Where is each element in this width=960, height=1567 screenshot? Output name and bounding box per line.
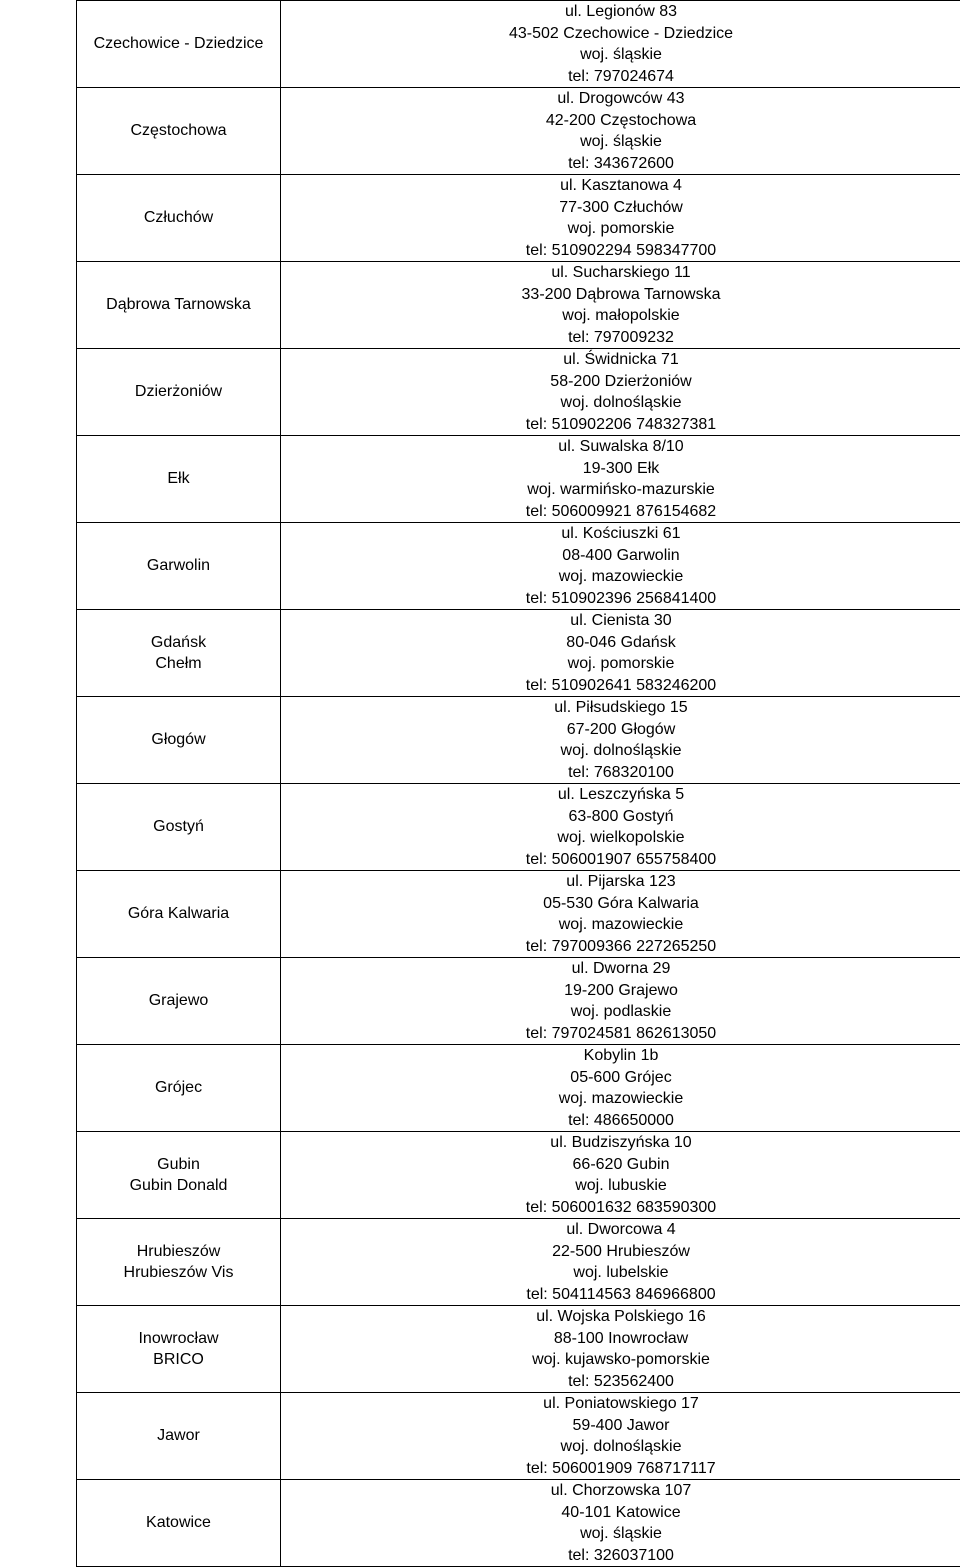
city-name: Gostyń: [77, 816, 280, 838]
voivodeship-line: woj. mazowieckie: [281, 914, 960, 936]
city-name: Katowice: [77, 1512, 280, 1534]
city-name: Ełk: [77, 468, 280, 490]
address-cell: [281, 88, 960, 175]
city-name: Grójec: [77, 1077, 280, 1099]
postal-city-line: 40-101 Katowice: [281, 1502, 960, 1524]
city-cell: [77, 436, 281, 523]
postal-city-line: 05-600 Grójec: [281, 1067, 960, 1089]
address-cell: [281, 958, 960, 1045]
phone-line: tel: 510902294 598347700: [281, 240, 960, 262]
phone-line: tel: 523562400: [281, 1371, 960, 1393]
phone-line: tel: 510902641 583246200: [281, 675, 960, 697]
postal-city-line: 33-200 Dąbrowa Tarnowska: [281, 284, 960, 306]
street-line: ul. Kościuszki 61: [281, 523, 960, 545]
city-name: Głogów: [77, 729, 280, 751]
phone-line: tel: 326037100: [281, 1545, 960, 1567]
postal-city-line: 77-300 Człuchów: [281, 197, 960, 219]
city-name: Góra Kalwaria: [77, 903, 280, 925]
table-row: [77, 958, 960, 1045]
phone-line: tel: 506001632 683590300: [281, 1197, 960, 1219]
city-cell: [77, 1045, 281, 1132]
table-row: [77, 436, 960, 523]
city-cell: [77, 1, 281, 88]
postal-city-line: 59-400 Jawor: [281, 1415, 960, 1437]
table-row: [77, 1480, 960, 1567]
voivodeship-line: woj. dolnośląskie: [281, 740, 960, 762]
voivodeship-line: woj. pomorskie: [281, 653, 960, 675]
city-cell: [77, 697, 281, 784]
voivodeship-line: woj. kujawsko-pomorskie: [281, 1349, 960, 1371]
address-cell: [281, 1393, 960, 1480]
city-name: Człuchów: [77, 207, 280, 229]
street-line: ul. Budziszyńska 10: [281, 1132, 960, 1154]
address-cell: [281, 1132, 960, 1219]
city-cell: [77, 175, 281, 262]
postal-city-line: 66-620 Gubin: [281, 1154, 960, 1176]
address-cell: [281, 697, 960, 784]
phone-line: tel: 506001907 655758400: [281, 849, 960, 871]
city-cell: [77, 1132, 281, 1219]
city-name: Częstochowa: [77, 120, 280, 142]
table-row: [77, 1, 960, 88]
phone-line: tel: 504114563 846966800: [281, 1284, 960, 1306]
city-cell: [77, 349, 281, 436]
street-line: ul. Chorzowska 107: [281, 1480, 960, 1502]
voivodeship-line: woj. śląskie: [281, 44, 960, 66]
city-name: Hrubieszów Vis: [77, 1262, 280, 1284]
voivodeship-line: woj. lubelskie: [281, 1262, 960, 1284]
city-name: Czechowice - Dziedzice: [77, 33, 280, 55]
phone-line: tel: 797024674: [281, 66, 960, 88]
table-row: [77, 262, 960, 349]
table-row: [77, 175, 960, 262]
city-cell: [77, 88, 281, 175]
city-name: Jawor: [77, 1425, 280, 1447]
city-name: Grajewo: [77, 990, 280, 1012]
voivodeship-line: woj. podlaskie: [281, 1001, 960, 1023]
phone-line: tel: 510902396 256841400: [281, 588, 960, 610]
table-row: [77, 610, 960, 697]
table-body: [77, 1, 960, 1567]
voivodeship-line: woj. mazowieckie: [281, 1088, 960, 1110]
table-row: [77, 349, 960, 436]
address-cell: [281, 1045, 960, 1132]
store-locations-table: [76, 0, 960, 1567]
street-line: ul. Piłsudskiego 15: [281, 697, 960, 719]
city-cell: [77, 262, 281, 349]
city-cell: [77, 1480, 281, 1567]
street-line: Kobylin 1b: [281, 1045, 960, 1067]
table-row: [77, 1393, 960, 1480]
street-line: ul. Sucharskiego 11: [281, 262, 960, 284]
city-cell: [77, 1219, 281, 1306]
city-name: Gdańsk: [77, 632, 280, 654]
street-line: ul. Dworcowa 4: [281, 1219, 960, 1241]
phone-line: tel: 768320100: [281, 762, 960, 784]
address-cell: [281, 436, 960, 523]
address-cell: [281, 1480, 960, 1567]
city-name: Dzierżoniów: [77, 381, 280, 403]
voivodeship-line: woj. dolnośląskie: [281, 392, 960, 414]
table-row: [77, 1132, 960, 1219]
voivodeship-line: woj. śląskie: [281, 131, 960, 153]
address-cell: [281, 349, 960, 436]
postal-city-line: 42-200 Częstochowa: [281, 110, 960, 132]
city-cell: [77, 958, 281, 1045]
voivodeship-line: woj. warmińsko-mazurskie: [281, 479, 960, 501]
postal-city-line: 43-502 Czechowice - Dziedzice: [281, 23, 960, 45]
postal-city-line: 58-200 Dzierżoniów: [281, 371, 960, 393]
voivodeship-line: woj. lubuskie: [281, 1175, 960, 1197]
street-line: ul. Cienista 30: [281, 610, 960, 632]
city-name: Chełm: [77, 653, 280, 675]
city-name: Gubin Donald: [77, 1175, 280, 1197]
city-cell: [77, 1306, 281, 1393]
city-name: BRICO: [77, 1349, 280, 1371]
address-cell: [281, 262, 960, 349]
phone-line: tel: 486650000: [281, 1110, 960, 1132]
city-name: Garwolin: [77, 555, 280, 577]
street-line: ul. Kasztanowa 4: [281, 175, 960, 197]
phone-line: tel: 506001909 768717117: [281, 1458, 960, 1480]
postal-city-line: 05-530 Góra Kalwaria: [281, 893, 960, 915]
street-line: ul. Legionów 83: [281, 1, 960, 23]
table-row: [77, 1306, 960, 1393]
table-row: [77, 697, 960, 784]
phone-line: tel: 506009921 876154682: [281, 501, 960, 523]
street-line: ul. Dworna 29: [281, 958, 960, 980]
postal-city-line: 19-200 Grajewo: [281, 980, 960, 1002]
city-cell: [77, 523, 281, 610]
postal-city-line: 19-300 Ełk: [281, 458, 960, 480]
phone-line: tel: 343672600: [281, 153, 960, 175]
voivodeship-line: woj. dolnośląskie: [281, 1436, 960, 1458]
table-row: [77, 1219, 960, 1306]
street-line: ul. Leszczyńska 5: [281, 784, 960, 806]
address-cell: [281, 1306, 960, 1393]
phone-line: tel: 797009232: [281, 327, 960, 349]
table-row: [77, 784, 960, 871]
city-cell: [77, 871, 281, 958]
postal-city-line: 67-200 Głogów: [281, 719, 960, 741]
table-row: [77, 523, 960, 610]
postal-city-line: 08-400 Garwolin: [281, 545, 960, 567]
address-cell: [281, 523, 960, 610]
address-cell: [281, 1219, 960, 1306]
address-cell: [281, 871, 960, 958]
city-cell: [77, 1393, 281, 1480]
voivodeship-line: woj. wielkopolskie: [281, 827, 960, 849]
street-line: ul. Suwalska 8/10: [281, 436, 960, 458]
address-cell: [281, 610, 960, 697]
voivodeship-line: woj. małopolskie: [281, 305, 960, 327]
table-row: [77, 1045, 960, 1132]
city-cell: [77, 784, 281, 871]
street-line: ul. Świdnicka 71: [281, 349, 960, 371]
street-line: ul. Wojska Polskiego 16: [281, 1306, 960, 1328]
phone-line: tel: 510902206 748327381: [281, 414, 960, 436]
street-line: ul. Poniatowskiego 17: [281, 1393, 960, 1415]
city-name: Gubin: [77, 1154, 280, 1176]
address-cell: [281, 784, 960, 871]
table-row: [77, 871, 960, 958]
voivodeship-line: woj. pomorskie: [281, 218, 960, 240]
postal-city-line: 88-100 Inowrocław: [281, 1328, 960, 1350]
address-cell: [281, 1, 960, 88]
postal-city-line: 63-800 Gostyń: [281, 806, 960, 828]
postal-city-line: 80-046 Gdańsk: [281, 632, 960, 654]
city-name: Dąbrowa Tarnowska: [77, 294, 280, 316]
phone-line: tel: 797024581 862613050: [281, 1023, 960, 1045]
city-name: Hrubieszów: [77, 1241, 280, 1263]
address-cell: [281, 175, 960, 262]
postal-city-line: 22-500 Hrubieszów: [281, 1241, 960, 1263]
voivodeship-line: woj. śląskie: [281, 1523, 960, 1545]
voivodeship-line: woj. mazowieckie: [281, 566, 960, 588]
table-row: [77, 88, 960, 175]
city-cell: [77, 610, 281, 697]
street-line: ul. Drogowców 43: [281, 88, 960, 110]
city-name: Inowrocław: [77, 1328, 280, 1350]
street-line: ul. Pijarska 123: [281, 871, 960, 893]
phone-line: tel: 797009366 227265250: [281, 936, 960, 958]
